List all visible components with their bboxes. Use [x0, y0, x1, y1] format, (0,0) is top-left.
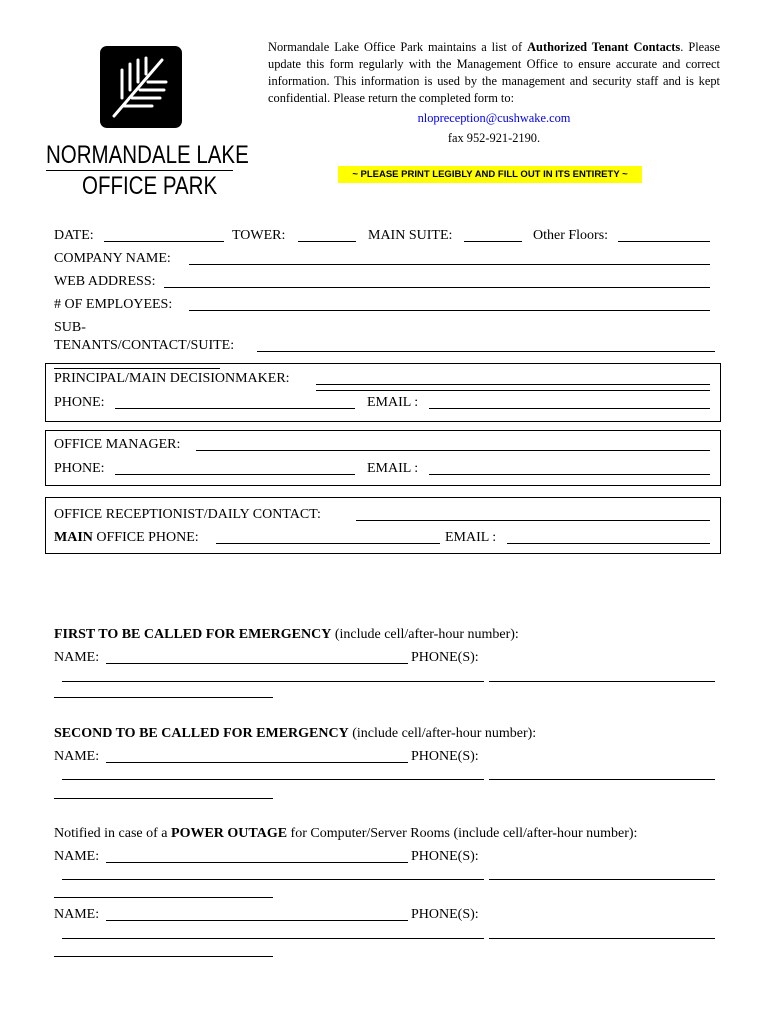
emergency2-phone-field-1[interactable]	[62, 779, 484, 780]
subtenants-label-2: TENANTS/CONTACT/SUITE:	[54, 338, 235, 353]
emergency2-title: SECOND TO BE CALLED FOR EMERGENCY (include cell/after-hour number):	[54, 726, 537, 741]
logo-name-line2: OFFICE PARK	[82, 172, 218, 200]
logo-name-line1: NORMANDALE LAKE	[46, 141, 249, 169]
company-name-field[interactable]	[189, 264, 710, 265]
intro-paragraph: Normandale Lake Office Park maintains a list of Authorized Tenant Contacts. Please update this form regularly with the Management Office to ensure accurate and correct information. This information is used by the management and security staff and is kept confidential. Please return the completed form to:	[268, 40, 720, 105]
office-manager-email-field[interactable]	[429, 474, 710, 475]
employees-label: # OF EMPLOYEES:	[54, 297, 173, 312]
date-field[interactable]	[104, 241, 224, 242]
power1-name-field[interactable]	[106, 862, 408, 863]
power1-phone-field-1[interactable]	[62, 879, 484, 880]
subtenants-field[interactable]	[257, 351, 715, 352]
office-manager-phone-field[interactable]	[115, 474, 355, 475]
company-name-label: COMPANY NAME:	[54, 251, 171, 266]
power1-phones-label: PHONE(S):	[411, 849, 479, 864]
other-floors-field[interactable]	[618, 241, 710, 242]
principal-separator	[54, 368, 220, 369]
instructions-banner: ~ PLEASE PRINT LEGIBLY AND FILL OUT IN ITS ENTIRETY ~	[338, 166, 642, 183]
fax-number: fax 952-921-2190.	[447, 131, 541, 145]
emergency1-phone-field-1[interactable]	[62, 681, 484, 682]
main-suite-field[interactable]	[464, 241, 522, 242]
principal-label: PRINCIPAL/MAIN DECISIONMAKER:	[54, 371, 290, 386]
power1-phone-field-2[interactable]	[489, 879, 715, 880]
date-label: DATE:	[54, 228, 94, 243]
web-address-field[interactable]	[164, 287, 710, 288]
web-address-label: WEB ADDRESS:	[54, 274, 156, 289]
receptionist-label: OFFICE RECEPTIONIST/DAILY CONTACT:	[54, 507, 321, 522]
principal-phone-label: PHONE:	[54, 395, 105, 410]
office-manager-label: OFFICE MANAGER:	[54, 437, 181, 452]
principal-field[interactable]	[316, 384, 710, 385]
power2-phone-field-2[interactable]	[489, 938, 715, 939]
emergency2-name-label: NAME:	[54, 749, 100, 764]
emergency1-phone-field-2[interactable]	[489, 681, 715, 682]
tower-field[interactable]	[298, 241, 356, 242]
power-outage-title: Notified in case of a POWER OUTAGE for Computer/Server Rooms (include cell/after-hour number):	[54, 826, 638, 841]
office-manager-field[interactable]	[196, 450, 710, 451]
logo-divider	[46, 170, 233, 171]
emergency2-phone-field-2[interactable]	[489, 779, 715, 780]
power2-phone-field-3[interactable]	[54, 956, 273, 957]
office-manager-email-label: EMAIL :	[367, 461, 419, 476]
other-floors-label: Other Floors:	[533, 228, 609, 243]
emergency1-title: FIRST TO BE CALLED FOR EMERGENCY (include cell/after-hour number):	[54, 627, 519, 642]
return-email-link[interactable]: nlopreception@cushwake.com	[417, 111, 571, 125]
emergency1-name-label: NAME:	[54, 650, 100, 665]
leaf-icon	[100, 46, 182, 128]
emergency2-phone-field-3[interactable]	[54, 798, 273, 799]
receptionist-email-field[interactable]	[507, 543, 710, 544]
power2-name-label: NAME:	[54, 907, 100, 922]
power1-name-label: NAME:	[54, 849, 100, 864]
return-email[interactable]	[268, 111, 720, 126]
main-office-phone-label: MAIN OFFICE PHONE:	[54, 530, 199, 545]
logo-mark	[100, 46, 182, 128]
power2-phones-label: PHONE(S):	[411, 907, 479, 922]
tower-label: TOWER:	[232, 228, 286, 243]
emergency2-phones-label: PHONE(S):	[411, 749, 479, 764]
subtenants-label-1: SUB-	[54, 320, 86, 335]
emergency1-phones-label: PHONE(S):	[411, 650, 479, 665]
emergency1-name-field[interactable]	[106, 663, 408, 664]
power1-phone-field-3[interactable]	[54, 897, 273, 898]
receptionist-email-label: EMAIL :	[445, 530, 497, 545]
employees-field[interactable]	[189, 310, 710, 311]
principal-email-label: EMAIL :	[367, 395, 419, 410]
office-manager-phone-label: PHONE:	[54, 461, 105, 476]
receptionist-field[interactable]	[356, 520, 710, 521]
principal-field-extra[interactable]	[316, 390, 710, 391]
emergency2-name-field[interactable]	[106, 762, 408, 763]
emergency1-phone-field-3[interactable]	[54, 697, 273, 698]
principal-email-field[interactable]	[429, 408, 710, 409]
power2-name-field[interactable]	[106, 920, 408, 921]
power2-phone-field-1[interactable]	[62, 938, 484, 939]
main-suite-label: MAIN SUITE:	[368, 228, 453, 243]
principal-phone-field[interactable]	[115, 408, 355, 409]
main-office-phone-field[interactable]	[216, 543, 440, 544]
